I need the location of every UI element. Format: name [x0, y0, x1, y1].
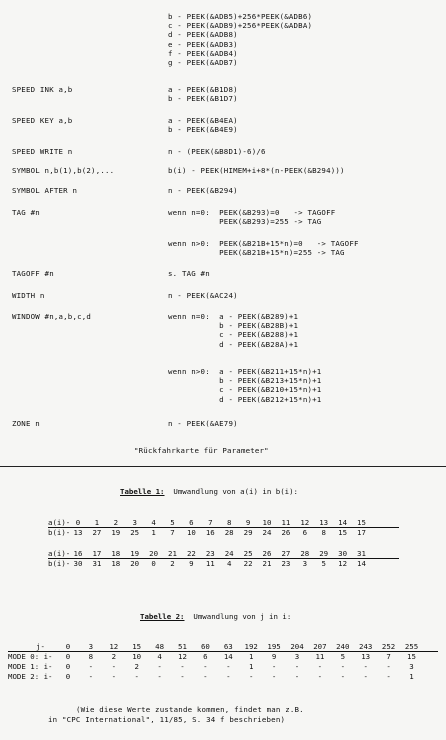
table2-mode0-value: 13 — [361, 652, 371, 661]
table1-a-value: 14 — [338, 518, 348, 527]
table1-a-value: 4 — [151, 518, 156, 527]
table2-title-text: Umwandlung von j in i: — [184, 612, 292, 621]
table2-mode2-value: - — [88, 672, 94, 681]
command-formula: a - PEEK(&B4EA) — [168, 116, 238, 125]
table2-row-underline — [8, 651, 438, 652]
table2-mode1-value: - — [271, 662, 277, 671]
table2-mode2-value: - — [157, 672, 162, 681]
command-label: SYMBOL AFTER n — [12, 186, 78, 195]
table2-mode0-value: 10 — [132, 652, 142, 661]
table1-b-value: 24 — [262, 528, 272, 537]
table2-j-value: 3 — [88, 642, 94, 651]
table2-mode0-value: 1 — [248, 652, 254, 661]
table1-a-value: 29 — [319, 549, 329, 558]
table2-mode2-value: - — [386, 672, 391, 681]
command-formula: wenn n=0: a - PEEK(&B289)+1 — [168, 312, 299, 321]
table1-a-value: 27 — [281, 549, 291, 558]
table2-mode2-value: - — [203, 672, 208, 681]
command-formula: wenn n>0: a - PEEK(&B211+15*n)+1 — [168, 367, 322, 376]
row-label-a: a(i)- — [48, 518, 71, 527]
command-formula: PEEK(&B293)=255 -> TAG — [168, 217, 322, 227]
table1-b-value: 25 — [130, 528, 140, 537]
table2-j-value: 12 — [109, 642, 119, 651]
command-formula: b(i) - PEEK(HIMEM+i+8*(n-PEEK(&B294))) — [168, 166, 345, 175]
table1-a-value: 3 — [132, 518, 137, 527]
table2-mode1-value: - — [111, 662, 117, 671]
table1-a-value: 10 — [262, 518, 272, 527]
peek-line: d - PEEK(&ADB8) — [168, 30, 238, 40]
mode0-label: MODE 0: i- — [8, 652, 53, 661]
table1-b-value: 11 — [205, 559, 215, 568]
table1-a-value: 9 — [245, 518, 251, 527]
command-label: SPEED INK a,b — [12, 85, 73, 94]
command-formula: wenn n>0: PEEK(&B21B+15*n)=0 -> TAGOFF — [168, 239, 359, 248]
table2-j-value: 60 — [200, 642, 210, 651]
table1-b-value: 18 — [111, 559, 121, 568]
table2-mode2-value: - — [363, 672, 368, 681]
table2-j-value: 15 — [132, 642, 142, 651]
command-formula: b - PEEK(&B1D7) — [168, 94, 238, 104]
table2-mode0-value: 2 — [111, 652, 117, 661]
command-formula: c - PEEK(&B210+15*n)+1 — [168, 385, 322, 395]
table1-b-value: 4 — [226, 559, 232, 568]
table2-mode2-value: - — [317, 672, 323, 681]
table1-b-value: 7 — [170, 528, 175, 537]
table2-mode0-value: 5 — [340, 652, 346, 661]
table2-j-value: 240 — [336, 642, 350, 651]
table1-b-value: 10 — [186, 528, 196, 537]
peek-line: f - PEEK(&ADB4) — [168, 48, 238, 58]
table2-mode1-value: - — [340, 662, 346, 671]
table1-a-value: 28 — [300, 549, 310, 558]
table2-mode1-value: - — [294, 662, 300, 671]
table1-b-value: 8 — [321, 528, 326, 537]
table2-mode2-value: 0 — [65, 672, 71, 681]
table2-mode2-value: - — [226, 672, 231, 681]
table2-mode0-value: 9 — [271, 652, 277, 661]
table2-mode1-value: 3 — [409, 662, 414, 671]
table2-mode0-value: 15 — [407, 652, 416, 661]
table1-b-value: 26 — [281, 528, 291, 537]
table2-j-value: 255 — [404, 642, 419, 651]
table2-j-value: 0 — [65, 642, 71, 651]
table2-mode2-value: - — [248, 672, 254, 681]
command-label: TAG #n — [12, 208, 40, 217]
table1-a-value: 26 — [262, 549, 272, 558]
table2-j-value: 243 — [359, 642, 373, 651]
table2-mode1-value: - — [226, 662, 231, 671]
footnote-line: (Wie diese Werte zustande kommen, findet man z.B. — [76, 705, 304, 714]
command-label: TAGOFF #n — [12, 269, 54, 278]
table1-a-value: 8 — [226, 518, 232, 527]
command-label: SPEED WRITE n — [12, 147, 73, 156]
table1-b-value: 14 — [357, 559, 366, 568]
table1-b-value: 21 — [262, 559, 272, 568]
command-formula: wenn n=0: PEEK(&B293)=0 -> TAGOFF — [168, 208, 336, 217]
table1-b-value: 29 — [243, 528, 253, 537]
table1-a-value: 2 — [113, 518, 119, 527]
table2-mode0-value: 11 — [315, 652, 325, 661]
table2-mode2-value: - — [340, 672, 346, 681]
table1-a-value: 24 — [224, 549, 234, 558]
mode1-label: MODE 1: i- — [8, 662, 53, 671]
table1-a-value: 0 — [75, 518, 81, 527]
command-formula: n - PEEK(&B294) — [168, 186, 238, 195]
table2-title-label: Tabelle 2: — [140, 612, 185, 621]
command-formula: d - PEEK(&B28A)+1 — [168, 339, 299, 349]
table2-j-value: 204 — [290, 642, 304, 651]
table2-j-value: 192 — [244, 642, 258, 651]
table2-j-value: 195 — [267, 642, 281, 651]
table2-mode0-value: 0 — [65, 652, 71, 661]
table1-b-value: 5 — [321, 559, 326, 568]
table1-a-value: 22 — [186, 549, 196, 558]
command-formula: a - PEEK(&B1D8) — [168, 85, 238, 94]
table2-mode2-value: - — [180, 672, 185, 681]
command-formula: c - PEEK(&B288)+1 — [168, 330, 299, 340]
table1-b-value: 9 — [189, 559, 194, 568]
table1-a-value: 31 — [357, 549, 366, 558]
table1-b-value: 0 — [151, 559, 156, 568]
command-label: SYMBOL n,b(1),b(2),... — [12, 166, 115, 175]
table2-mode0-value: 6 — [203, 652, 208, 661]
table2-mode1-value: 1 — [248, 662, 254, 671]
table1-a-value: 21 — [168, 549, 177, 558]
table1-b-value: 13 — [73, 528, 83, 537]
table1-title-text: Umwandlung von a(i) in b(i): — [164, 487, 298, 496]
command-label: WIDTH n — [12, 291, 45, 300]
command-label: SPEED KEY a,b — [12, 116, 73, 125]
row-label-b: b(i)- — [48, 528, 71, 537]
table1-a-value: 13 — [319, 518, 329, 527]
caption: "Rückfahrkarte für Parameter" — [134, 446, 269, 455]
table2-mode1-value: - — [386, 662, 391, 671]
command-formula: PEEK(&B21B+15*n)=255 -> TAG — [168, 248, 345, 258]
table2-mode1-value: - — [88, 662, 94, 671]
table2-mode1-value: 0 — [65, 662, 71, 671]
table1-a-value: 6 — [189, 518, 194, 527]
command-formula: b - PEEK(&B213+15*n)+1 — [168, 376, 322, 386]
table1-a-value: 23 — [205, 549, 215, 558]
table1-b-value: 20 — [130, 559, 140, 568]
table1-a-value: 17 — [92, 549, 102, 558]
table1-a-value: 7 — [208, 518, 213, 527]
peek-line: c - PEEK(&ADB9)+256*PEEK(&ADBA) — [168, 21, 313, 31]
table1-b-value: 30 — [73, 559, 83, 568]
command-formula: n - PEEK(&AE79) — [168, 419, 238, 428]
table2-mode1-value: - — [180, 662, 185, 671]
mode2-label: MODE 2: i- — [8, 672, 53, 681]
command-formula: b - PEEK(&B4E9) — [168, 125, 238, 135]
table1-title-label: Tabelle 1: — [120, 487, 165, 496]
table1-b-value: 3 — [302, 559, 308, 568]
table1-title — [120, 488, 298, 495]
table2-j-value: 63 — [223, 642, 233, 651]
table1-a-value: 25 — [243, 549, 253, 558]
command-label: WINDOW #n,a,b,c,d — [12, 312, 92, 321]
table2-j-value: 252 — [381, 642, 396, 651]
table2-mode2-value: - — [134, 672, 139, 681]
peek-line: b - PEEK(&ADB5)+256*PEEK(&ADB6) — [168, 12, 313, 21]
table2-mode2-value: - — [294, 672, 300, 681]
command-formula: b - PEEK(&B28B)+1 — [168, 321, 299, 331]
table1-b-value: 2 — [170, 559, 175, 568]
table1-a-value: 30 — [338, 549, 348, 558]
table1-a-value: 20 — [149, 549, 159, 558]
bleed-through-background — [240, 100, 440, 300]
table1-a-value: 11 — [281, 518, 291, 527]
table2-mode0-value: 14 — [223, 652, 233, 661]
table1-a-value: 18 — [111, 549, 121, 558]
table1-b-value: 19 — [111, 528, 121, 537]
table1-b-value: 15 — [338, 528, 348, 537]
table1-a-value: 19 — [130, 549, 140, 558]
peek-line: g - PEEK(&ADB7) — [168, 58, 238, 67]
table1-a-value: 1 — [94, 518, 100, 527]
table1-b-value: 22 — [243, 559, 253, 568]
table1-b-value: 27 — [92, 528, 102, 537]
table2-mode2-value: 1 — [409, 672, 414, 681]
separator-rule — [0, 466, 446, 467]
table2-mode0-value: 8 — [88, 652, 94, 661]
table2-j-value: 207 — [313, 642, 327, 651]
table1-b-value: 16 — [205, 528, 215, 537]
table1-b-value: 23 — [281, 559, 291, 568]
table1-a-value: 16 — [73, 549, 83, 558]
peek-line: e - PEEK(&ADB3) — [168, 39, 238, 49]
table2-mode0-value: 12 — [178, 652, 187, 661]
footnote-line: in "CPC International", 11/85, S. 34 f beschrieben) — [48, 715, 286, 724]
table1-b-value: 12 — [338, 559, 348, 568]
table1-b-value: 6 — [302, 528, 308, 537]
table2-mode0-value: 4 — [157, 652, 162, 661]
table2-mode2-value: - — [111, 672, 117, 681]
command-formula: d - PEEK(&B212+15*n)+1 — [168, 394, 322, 404]
command-formula: s. TAG #n — [168, 269, 210, 278]
table2-mode1-value: - — [203, 662, 208, 671]
table1-a-value: 5 — [170, 518, 175, 527]
table2-mode1-value: - — [317, 662, 323, 671]
command-formula: n - (PEEK(&B8D1)-6)/6 — [168, 147, 266, 156]
command-formula: n - PEEK(&AC24) — [168, 291, 238, 300]
table1-b-value: 1 — [151, 528, 156, 537]
table2-mode1-value: 2 — [134, 662, 139, 671]
table2-j-value: 51 — [178, 642, 187, 651]
table1-b-value: 31 — [92, 559, 102, 568]
table2-mode1-value: - — [157, 662, 162, 671]
table1-b-value: 28 — [224, 528, 234, 537]
table2-mode1-value: - — [363, 662, 368, 671]
table2-mode2-value: - — [271, 672, 277, 681]
table2-mode0-value: 3 — [294, 652, 300, 661]
table1-b-value: 17 — [357, 528, 366, 537]
row-label-a: a(i)- — [48, 549, 71, 558]
row-label-b: b(i)- — [48, 559, 71, 568]
table2-j-value: 48 — [155, 642, 165, 651]
table1-a-value: 15 — [357, 518, 366, 527]
table2-mode0-value: 7 — [386, 652, 391, 661]
j-label: j- — [36, 642, 45, 651]
table1-a-value: 12 — [300, 518, 310, 527]
table2-title — [140, 613, 291, 620]
command-label: ZONE n — [12, 419, 40, 428]
